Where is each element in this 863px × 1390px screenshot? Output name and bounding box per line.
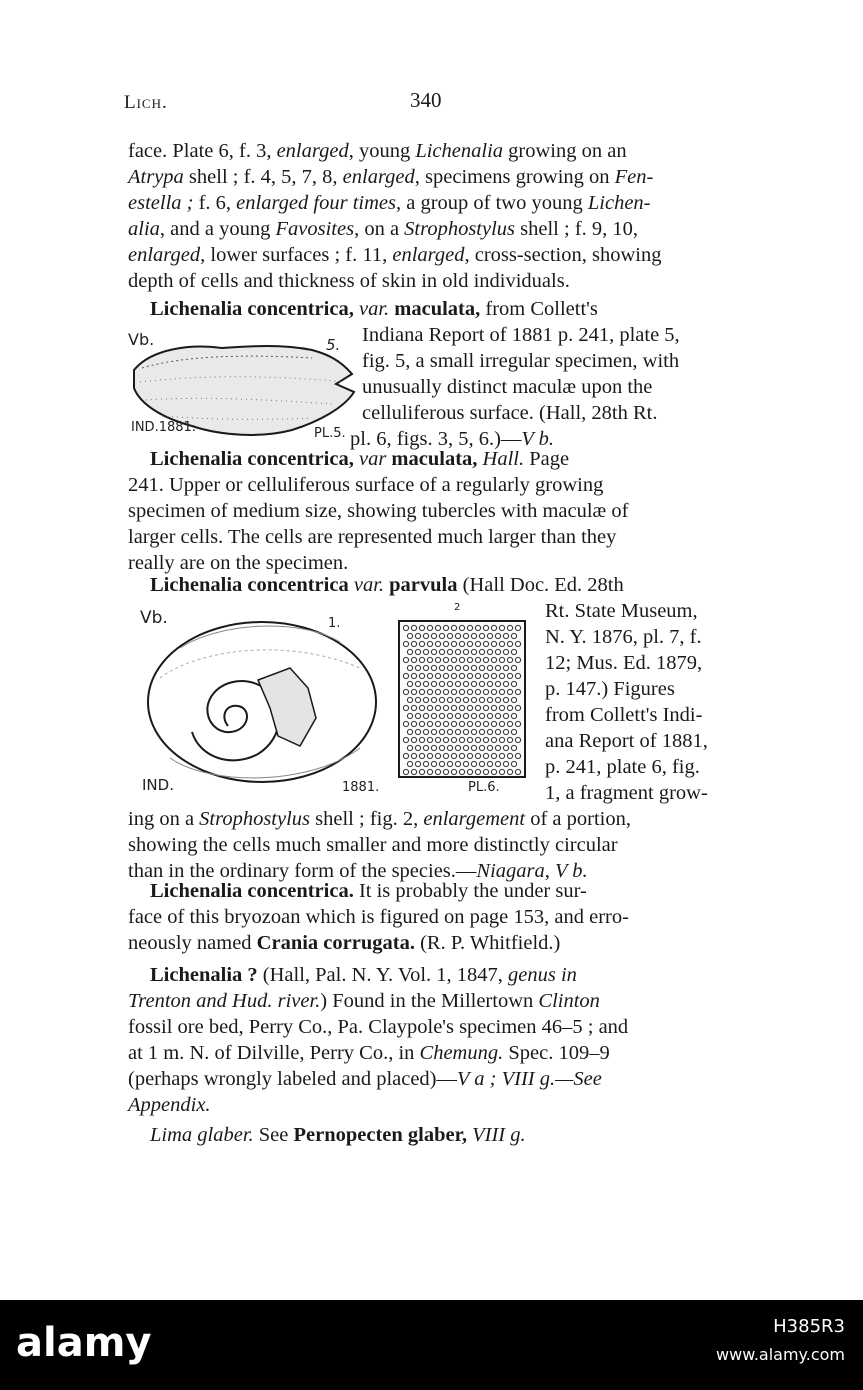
italic-text: Chemung. — [419, 1042, 504, 1064]
entry-heading-line: Lichenalia concentrica var. parvula (Hall Doc. Ed. 28th — [150, 574, 624, 596]
bold-text: Lichenalia ? — [150, 964, 258, 986]
italic-text: Niagara, V b. — [476, 860, 588, 882]
text-line: really are on the specimen. — [128, 552, 349, 574]
text-line: face of this bryozoan which is figured on page 153, and erro- — [128, 906, 629, 928]
italic-text: Appendix. — [128, 1094, 211, 1116]
text-line: unusually distinct maculæ upon the — [362, 376, 653, 398]
text-line: p. 241, plate 6, fig. — [545, 756, 700, 778]
figure-label-number: 5. — [326, 336, 341, 354]
text-line: at 1 m. N. of Dilville, Perry Co., in Chemung. Spec. 109–9 — [128, 1042, 610, 1064]
text-line: 241. Upper or celluliferous surface of a regularly growing — [128, 474, 604, 496]
text-line: Indiana Report of 1881 p. 241, plate 5, — [362, 324, 680, 346]
figure-label-source: IND. — [142, 776, 174, 794]
text-line: estella ; f. 6, enlarged four times, a group of two young Lichen- — [128, 192, 651, 214]
bold-text: Crania corrugata. — [256, 932, 415, 954]
italic-text: Lichenalia — [415, 140, 504, 162]
italic-text: Strophostylus — [199, 808, 311, 830]
figure-label-plate: PL.6. — [468, 780, 500, 795]
text-line: N. Y. 1876, pl. 7, f. — [545, 626, 702, 648]
text-line: 12; Mus. Ed. 1879, — [545, 652, 703, 674]
italic-text: Favosites — [275, 218, 355, 240]
text-line: than in the ordinary form of the species.—Niagara, V b. — [128, 860, 588, 882]
italic-text: var. — [353, 574, 385, 596]
text-line: fossil ore bed, Perry Co., Pa. Claypole's specimen 46–5 ; and — [128, 1016, 629, 1038]
text-line: Trenton and Hud. river.) Found in the Millertown Clinton — [128, 990, 600, 1012]
text-line: face. Plate 6, f. 3, enlarged, young Lichenalia growing on an — [128, 140, 627, 162]
text-line: pl. 6, figs. 3, 5, 6.)—V b. — [350, 428, 555, 450]
italic-text: enlargement — [423, 808, 526, 830]
text-line: from Collett's Indi- — [545, 704, 703, 726]
italic-text: estella ; — [128, 192, 194, 214]
entry-heading-line: Lichenalia concentrica. It is probably the under sur- — [150, 880, 587, 902]
italic-text: var. — [358, 298, 390, 320]
text-line: fig. 5, a small irregular specimen, with — [362, 350, 680, 372]
italic-text: enlarged four times — [236, 192, 396, 214]
text-line: p. 147.) Figures — [545, 678, 675, 700]
entry-heading-line: Lima glaber. See Pernopecten glaber, VIII g. — [150, 1124, 526, 1146]
text-line: ana Report of 1881, — [545, 730, 708, 752]
italic-text: var — [358, 448, 387, 470]
figure-label-source: IND.1881. — [131, 420, 196, 435]
text-line: 1, a fragment grow- — [545, 782, 708, 804]
image-info — [716, 1316, 845, 1364]
italic-text: Lichen- — [587, 192, 651, 214]
entry-heading-line: Lichenalia concentrica, var maculata, Hall. Page — [150, 448, 570, 470]
site-url: www.alamy.com — [716, 1345, 845, 1364]
text-line: ing on a Strophostylus shell ; fig. 2, enlargement of a portion, — [128, 808, 631, 830]
bold-text: maculata, — [394, 298, 481, 320]
page-number: 340 — [410, 88, 442, 112]
bold-text: Lichenalia concentrica, — [150, 298, 354, 320]
figure-label-plate: PL.5. — [314, 426, 346, 441]
italic-text: enlarged — [128, 244, 201, 266]
text-line: Rt. State Museum, — [545, 600, 698, 622]
figure-label-year: 1881. — [342, 780, 380, 795]
italic-text: Strophostylus — [404, 218, 516, 240]
bold-text: Lichenalia concentrica, — [150, 448, 354, 470]
italic-text: enlarged — [342, 166, 415, 188]
figure-label-fig1: 1. — [328, 616, 341, 631]
text-line: neously named Crania corrugata. (R. P. Whitfield.) — [128, 932, 561, 954]
brand-logo: alamy — [16, 1320, 152, 1366]
cells-enlargement-figure — [398, 620, 526, 778]
italic-text: enlarged — [276, 140, 349, 162]
text-line: larger cells. The cells are represented much larger than they — [128, 526, 617, 548]
running-header: Lich. — [124, 92, 168, 113]
italic-text: VIII g. — [472, 1124, 526, 1146]
text-line: enlarged, lower surfaces ; f. 11, enlarged, cross-section, showing — [128, 244, 662, 266]
image-code: H385R3 — [773, 1316, 845, 1337]
text-line: depth of cells and thickness of skin in old individuals. — [128, 270, 570, 292]
bold-text: Lichenalia concentrica — [150, 574, 349, 596]
entry-heading-line: Lichenalia ? (Hall, Pal. N. Y. Vol. 1, 1847, genus in — [150, 964, 577, 986]
figure-label-fig2: 2 — [454, 602, 461, 613]
italic-text: genus in — [508, 964, 577, 986]
text-line — [128, 1092, 738, 1118]
italic-text: Fen- — [614, 166, 654, 188]
italic-text: V a ; VIII g.—See — [457, 1068, 602, 1090]
text-line: Atrypa shell ; f. 4, 5, 7, 8, enlarged, specimens growing on Fen- — [128, 166, 654, 188]
shell-figure — [140, 608, 380, 788]
text-line: showing the cells much smaller and more distinctly circular — [128, 834, 618, 856]
text-line: alia, and a young Favosites, on a Strophostylus shell ; f. 9, 10, — [128, 218, 639, 240]
bold-text: parvula — [389, 574, 458, 596]
italic-text: Trenton and Hud. river. — [128, 990, 321, 1012]
figure-label-volume: Vb. — [140, 608, 168, 628]
text-line: (perhaps wrongly labeled and placed)—V a ; VIII g.—See — [128, 1068, 602, 1090]
stock-watermark-bar — [0, 1300, 863, 1390]
bold-text: Pernopecten glaber, — [293, 1124, 467, 1146]
figure-label-volume: Vb. — [128, 330, 155, 349]
italic-text: V b. — [521, 428, 555, 450]
italic-text: alia — [128, 218, 160, 240]
italic-text: Lima glaber. — [150, 1124, 254, 1146]
entry-heading-line: Lichenalia concentrica, var. maculata, from Collett's — [150, 298, 598, 320]
italic-text: Hall. — [482, 448, 525, 470]
text-line: celluliferous surface. (Hall, 28th Rt. — [362, 402, 658, 424]
italic-text: Clinton — [538, 990, 600, 1012]
italic-text: Atrypa — [128, 166, 184, 188]
text-line: specimen of medium size, showing tubercles with maculæ of — [128, 500, 629, 522]
bold-text: maculata, — [391, 448, 478, 470]
bold-text: Lichenalia concentrica. — [150, 880, 354, 902]
italic-text: enlarged — [392, 244, 465, 266]
